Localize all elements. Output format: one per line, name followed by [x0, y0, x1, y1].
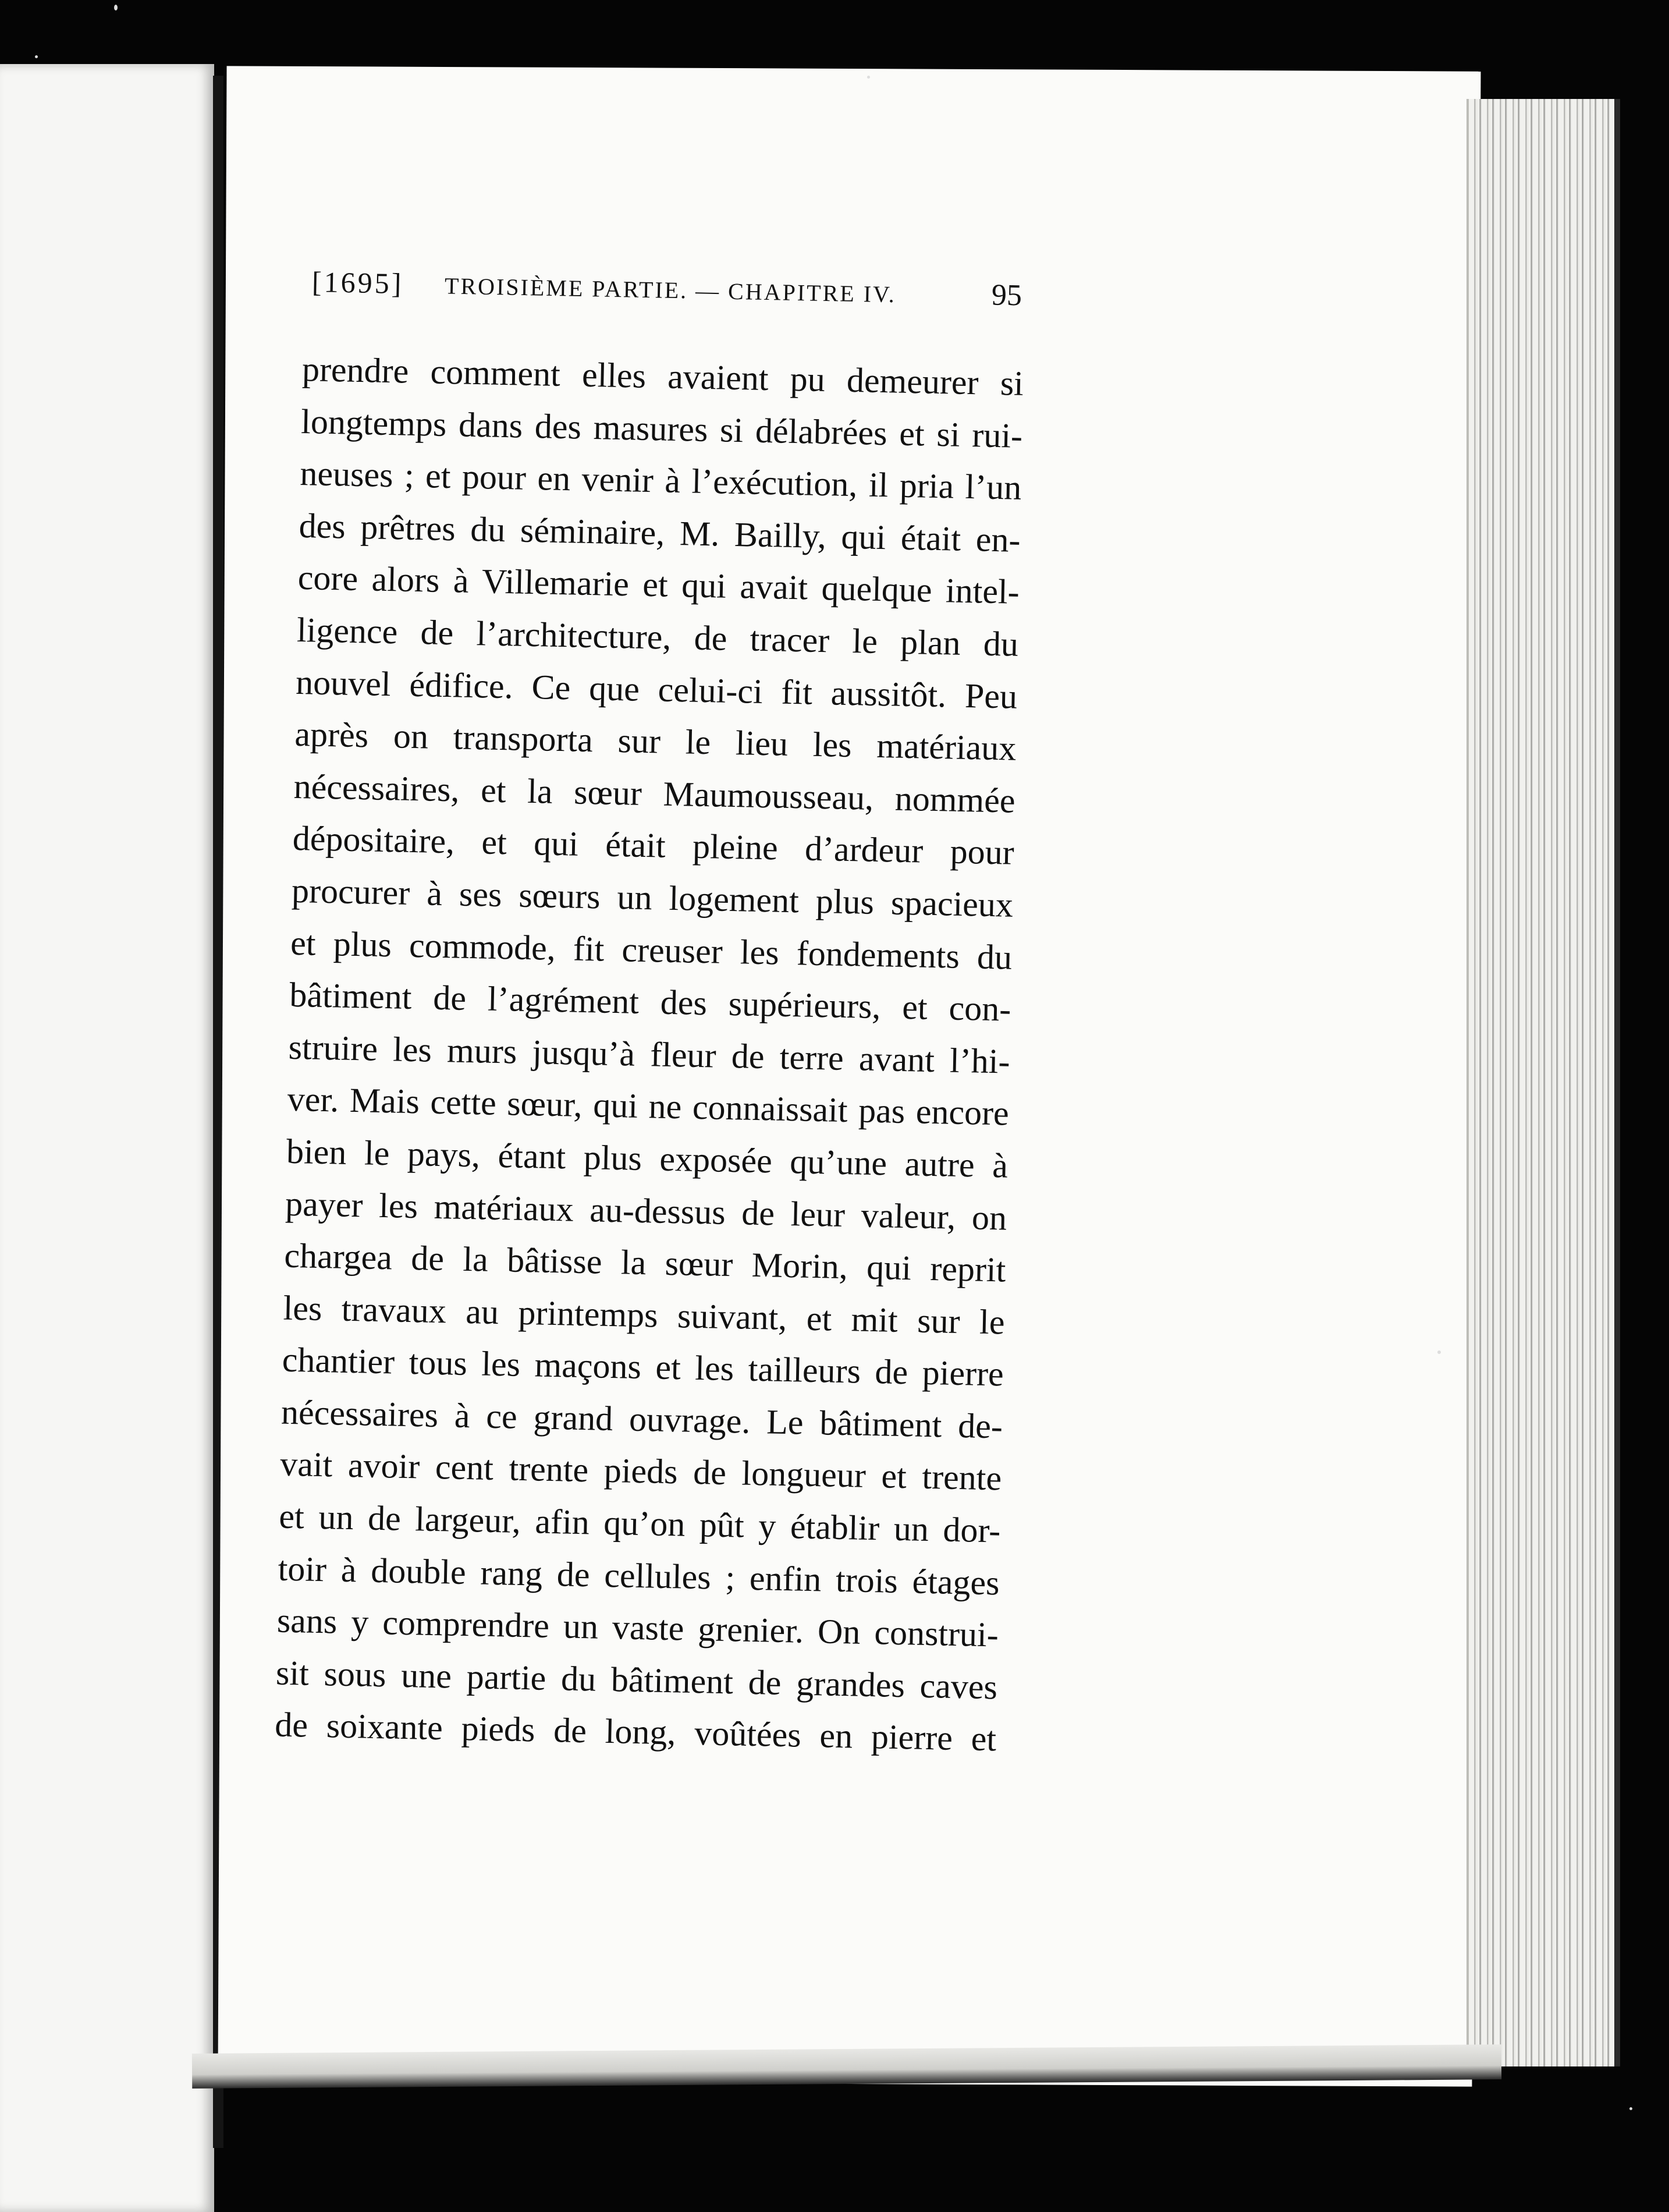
- text-line: vait avoir cent trente pieds de longueur et trente: [279, 1445, 1002, 1498]
- scan-speck: [867, 76, 870, 79]
- text-line: des prêtres du séminaire, M. Bailly, qui était en-: [299, 506, 1021, 559]
- text-line: ligence de l’architecture, de tracer le plan du: [296, 610, 1019, 664]
- text-line: nécessaires à ce grand ouvrage. Le bâtiment de-: [280, 1392, 1003, 1446]
- text-line: nouvel édifice. Ce que celui-ci fit aussitôt. Peu: [295, 662, 1018, 716]
- text-line: core alors à Villemarie et qui avait quelque intel-: [297, 558, 1020, 612]
- text-line: bâtiment de l’agrément des supérieurs, et con-: [289, 975, 1011, 1029]
- text-line: les travaux au printemps suivant, et mit sur le: [283, 1288, 1006, 1342]
- text-line: ver. Mais cette sœur, qui ne connaissait pas encore: [287, 1080, 1010, 1133]
- text-line: sit sous une partie du bâtiment de grandes caves: [275, 1653, 998, 1707]
- running-head-title: TROISIÈME PARTIE. — CHAPITRE IV.: [444, 272, 897, 308]
- text-line: sans y comprendre un vaste grenier. On construi-: [276, 1601, 999, 1654]
- text-line: longtemps dans des masures si délabrées et si rui-: [300, 402, 1023, 455]
- text-line: procurer à ses sœurs un logement plus spacieux: [291, 871, 1014, 924]
- text-line: chargea de la bâtisse la sœur Morin, qui reprit: [283, 1236, 1006, 1289]
- text-line: toir à double rang de cellules ; enfin trois étages: [278, 1549, 1000, 1603]
- text-line: prendre comment elles avaient pu demeurer si: [301, 349, 1024, 403]
- text-line: bien le pays, étant plus exposée qu’une autre à: [286, 1132, 1008, 1185]
- text-line: dépositaire, et qui était pleine d’ardeur pour: [292, 819, 1015, 873]
- scan-speck: [1437, 1350, 1441, 1354]
- text-line: après on transporta sur le lieu les matériaux: [294, 715, 1017, 768]
- text-line: et un de largeur, afin qu’on pût y établir un dor-: [278, 1497, 1001, 1550]
- scan-speck: [35, 55, 38, 58]
- left-page: [0, 64, 214, 2212]
- page-fore-edge: [1466, 99, 1620, 2066]
- body-text: [274, 343, 1024, 1766]
- page-number: 95: [991, 278, 1022, 313]
- text-line: struire les murs jusqu’à fleur de terre avant l’hi-: [288, 1027, 1011, 1081]
- text-line: payer les matériaux au-dessus de leur valeur, on: [285, 1184, 1007, 1238]
- scan-speck: [114, 5, 118, 10]
- text-line: neuses ; et pour en venir à l’exécution, il pria l’un: [299, 454, 1022, 508]
- running-head-year: [1695]: [311, 265, 404, 300]
- text-line: nécessaires, et la sœur Maumousseau, nommée: [293, 767, 1016, 820]
- text-line: de soixante pieds de long, voûtées en pierre et: [274, 1705, 997, 1759]
- text-line: et plus commode, fit creuser les fondements du: [290, 923, 1013, 977]
- scan-speck: [1629, 2107, 1632, 2110]
- text-line: chantier tous les maçons et les tailleurs de pierre: [282, 1340, 1004, 1394]
